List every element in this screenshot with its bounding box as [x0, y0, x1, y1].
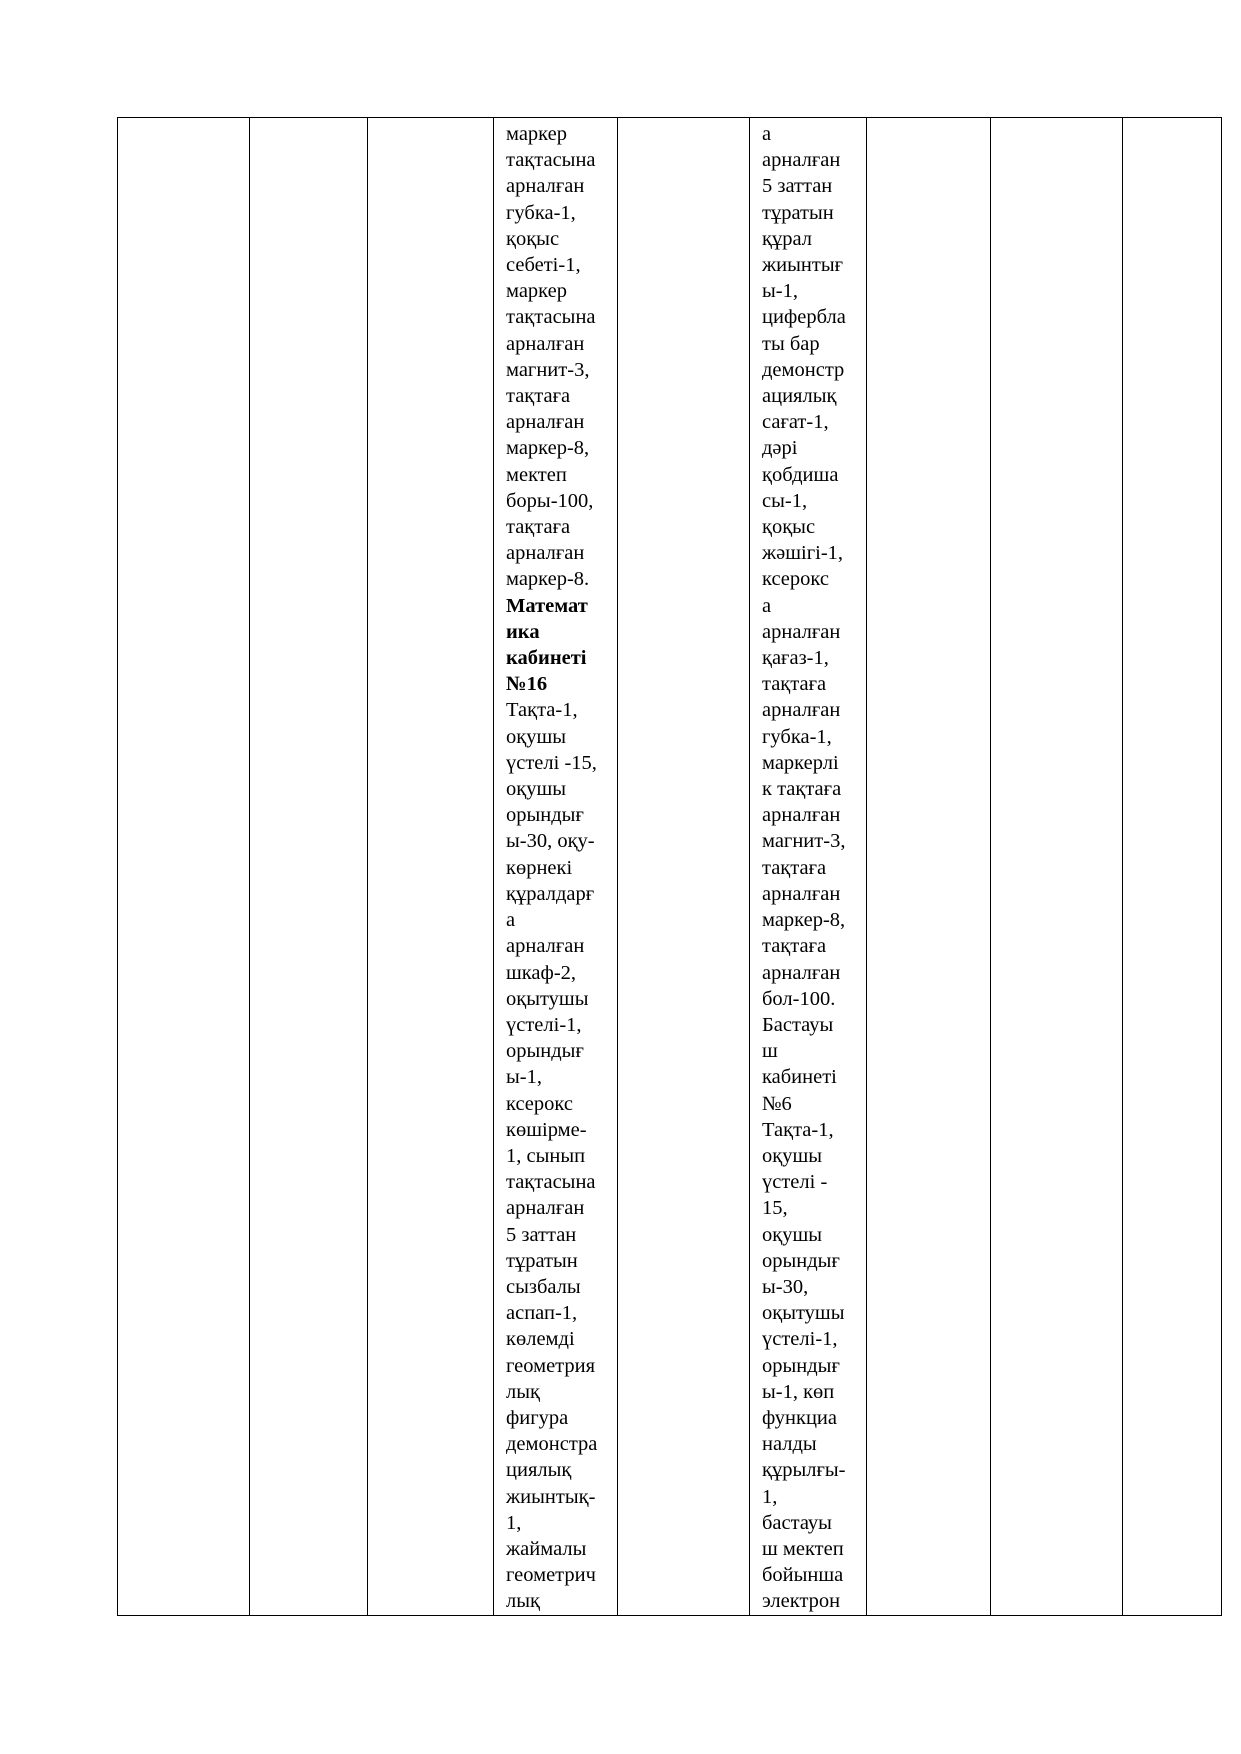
cell-text-line: 1, сынып: [506, 1144, 586, 1167]
cell-text-line: қоқыс: [762, 516, 816, 539]
table-cell-col-1: [118, 118, 250, 1616]
cell-text-line: электрон: [762, 1590, 841, 1613]
cell-text-line: магнит-3,: [762, 830, 846, 853]
cell-text-line: ы-30,: [762, 1275, 809, 1298]
cell-text-line: арналған: [506, 332, 585, 355]
table-cell-col-8: [991, 118, 1123, 1616]
cell-text-line: фигура: [506, 1406, 569, 1429]
cell-text-line: ы-1,: [762, 280, 798, 303]
cell-text-line: қобдиша: [762, 463, 839, 486]
cell-text-line: Тақта-1,: [762, 1118, 834, 1141]
cell-text-line: тақтаға: [762, 935, 827, 958]
cell-text-line: арналған: [762, 961, 841, 984]
table-cell-col-9: [1123, 118, 1222, 1616]
table-cell-col-3: [368, 118, 494, 1616]
cell-text-line: арналған: [762, 882, 841, 905]
cell-text-line: тақтаға: [762, 673, 827, 696]
cell-text-line: ы-30, оқу-: [506, 830, 595, 853]
cell-text-line: оқытушы: [762, 1302, 845, 1325]
cell-text-line: геометрия: [506, 1354, 596, 1377]
cell-text-line: Бастауы: [762, 1013, 834, 1036]
cell-text-line: тақтасына: [506, 306, 596, 329]
cell-text-line: 1,: [762, 1485, 778, 1508]
cell-text-line: боры-100,: [506, 489, 594, 512]
cell-text-line: а: [506, 909, 516, 932]
cell-text-line: үстелі-1,: [506, 1013, 582, 1036]
cell-text-line: дәрі: [762, 437, 798, 460]
table-cell-col-2: [250, 118, 368, 1616]
cell-text-line: шкаф-2,: [506, 961, 577, 984]
cell-text-line: тақтаға: [506, 385, 571, 408]
cell-text-line: ксерокс: [506, 1092, 573, 1115]
cell-text-line: 5 заттан: [762, 175, 833, 198]
cell-text-line: жаймалы: [506, 1537, 587, 1560]
cell-text-line: құрылғы-: [762, 1459, 846, 1482]
cell-text-line: оқушы: [762, 1144, 823, 1167]
equipment-list-column-6: [750, 119, 866, 1615]
cell-text-line: губка-1,: [506, 201, 576, 224]
cell-text-line: к тақтаға: [762, 778, 842, 801]
cell-text-line: себеті-1,: [506, 254, 581, 277]
cell-text-line: арналған: [506, 1197, 585, 1220]
cell-text-line: жиынтығ: [762, 254, 844, 277]
cell-text-line: арналған: [506, 935, 585, 958]
cell-text-line: ты бар: [762, 332, 820, 355]
cell-text-line: сызбалы: [506, 1275, 581, 1298]
cell-text-line: маркер-8,: [762, 909, 846, 932]
cell-text-line: арналған: [506, 175, 585, 198]
cell-text-line: магнит-3,: [506, 358, 590, 381]
cell-text-line: бол-100.: [762, 987, 836, 1010]
cell-text-line: жәшігі-1,: [762, 542, 844, 565]
cell-text-line: демонстр: [762, 358, 845, 381]
table-cell-col-5: [618, 118, 750, 1616]
cell-text-line: Математ: [506, 594, 588, 617]
cell-text-line: арналған: [762, 149, 841, 172]
cell-text-line: 1,: [506, 1511, 522, 1534]
cell-text-line: тұратын: [762, 201, 834, 224]
cell-text-line: а: [762, 594, 772, 617]
cell-text-line: ш мектеп: [762, 1537, 844, 1560]
cell-text-line: жиынтық-: [506, 1485, 596, 1508]
cell-text-line: үстелі -15,: [506, 751, 597, 774]
cell-text-line: а: [762, 123, 772, 145]
cell-text-line: орындығ: [506, 1040, 584, 1063]
cell-text-line: бойынша: [762, 1564, 844, 1587]
cell-text-line: арналған: [762, 699, 841, 722]
cell-text-line: Тақта-1,: [506, 699, 578, 722]
cell-text-line: №16: [506, 673, 548, 696]
cell-text-line: сы-1,: [762, 489, 808, 512]
cell-text-line: циялық: [506, 1459, 572, 1482]
cell-text-line: губка-1,: [762, 725, 832, 748]
cell-text-line: маркер-8.: [506, 568, 590, 591]
cell-text-line: ы-1, көп: [762, 1380, 835, 1403]
cell-text-line: лық: [506, 1380, 540, 1403]
cell-text-line: тақтаға: [506, 516, 571, 539]
cell-text-line: кабинеті: [762, 1066, 837, 1089]
cell-text-line: мектеп: [506, 463, 567, 486]
cell-text-line: арналған: [506, 411, 585, 434]
cell-text-line: 5 заттан: [506, 1223, 577, 1246]
cell-text-line: оқытушы: [506, 987, 589, 1010]
cell-text-line: тұратын: [506, 1249, 578, 1272]
cell-text-line: лық: [506, 1590, 540, 1613]
cell-text-line: маркерлі: [762, 751, 839, 774]
cell-text-line: оқушы: [506, 778, 567, 801]
cell-text-line: оқушы: [506, 725, 567, 748]
cell-text-line: үстелі -: [762, 1171, 828, 1194]
cell-text-line: ш: [762, 1040, 778, 1063]
cell-text-line: тақтаға: [762, 856, 827, 879]
cell-text-line: орындығ: [762, 1249, 840, 1272]
cell-text-line: функциа: [762, 1406, 837, 1429]
cell-text-line: тақтасына: [506, 1171, 596, 1194]
cell-text-line: орындығ: [506, 804, 584, 827]
cell-text-line: көрнекі: [506, 856, 573, 879]
cell-text-line: №6: [762, 1092, 792, 1115]
cell-text-line: аспап-1,: [506, 1302, 578, 1325]
table-cell-col-7: [867, 118, 991, 1616]
equipment-list-column-4: [494, 119, 617, 1615]
cell-text-line: арналған: [762, 620, 841, 643]
cell-text-line: ациялық: [762, 385, 837, 408]
cell-text-line: оқушы: [762, 1223, 823, 1246]
cell-text-line: кабинеті: [506, 647, 587, 670]
cell-text-line: қағаз-1,: [762, 647, 829, 670]
table-row: [118, 118, 1222, 1616]
cell-text-line: қоқыс: [506, 227, 560, 250]
cell-text-line: бастауы: [762, 1511, 832, 1534]
equipment-table: [117, 117, 1222, 1616]
cell-text-line: геометрич: [506, 1564, 596, 1587]
cell-text-line: үстелі-1,: [762, 1328, 838, 1351]
cell-text-line: көлемді: [506, 1328, 575, 1351]
cell-text-line: маркер-8,: [506, 437, 590, 460]
cell-text-line: циферблa: [762, 306, 846, 329]
cell-text-line: маркер: [506, 123, 567, 145]
cell-text-line: арналған: [762, 804, 841, 827]
cell-text-line: маркер: [506, 280, 567, 303]
cell-text-line: арналған: [506, 542, 585, 565]
cell-text-line: тақтасына: [506, 149, 596, 172]
table-cell-col-6: [750, 118, 867, 1616]
cell-text-line: ксерокс: [762, 568, 829, 591]
table-cell-col-4: [494, 118, 618, 1616]
cell-text-line: сағат-1,: [762, 411, 829, 434]
cell-text-line: ы-1,: [506, 1066, 542, 1089]
cell-text-line: орындығ: [762, 1354, 840, 1377]
cell-text-line: налды: [762, 1433, 817, 1456]
cell-text-line: ика: [506, 620, 540, 643]
cell-text-line: көшірме-: [506, 1118, 587, 1141]
cell-text-line: 15,: [762, 1197, 788, 1220]
cell-text-line: құралдарғ: [506, 882, 595, 905]
cell-text-line: демонстра: [506, 1433, 598, 1456]
cell-text-line: құрал: [762, 227, 812, 250]
